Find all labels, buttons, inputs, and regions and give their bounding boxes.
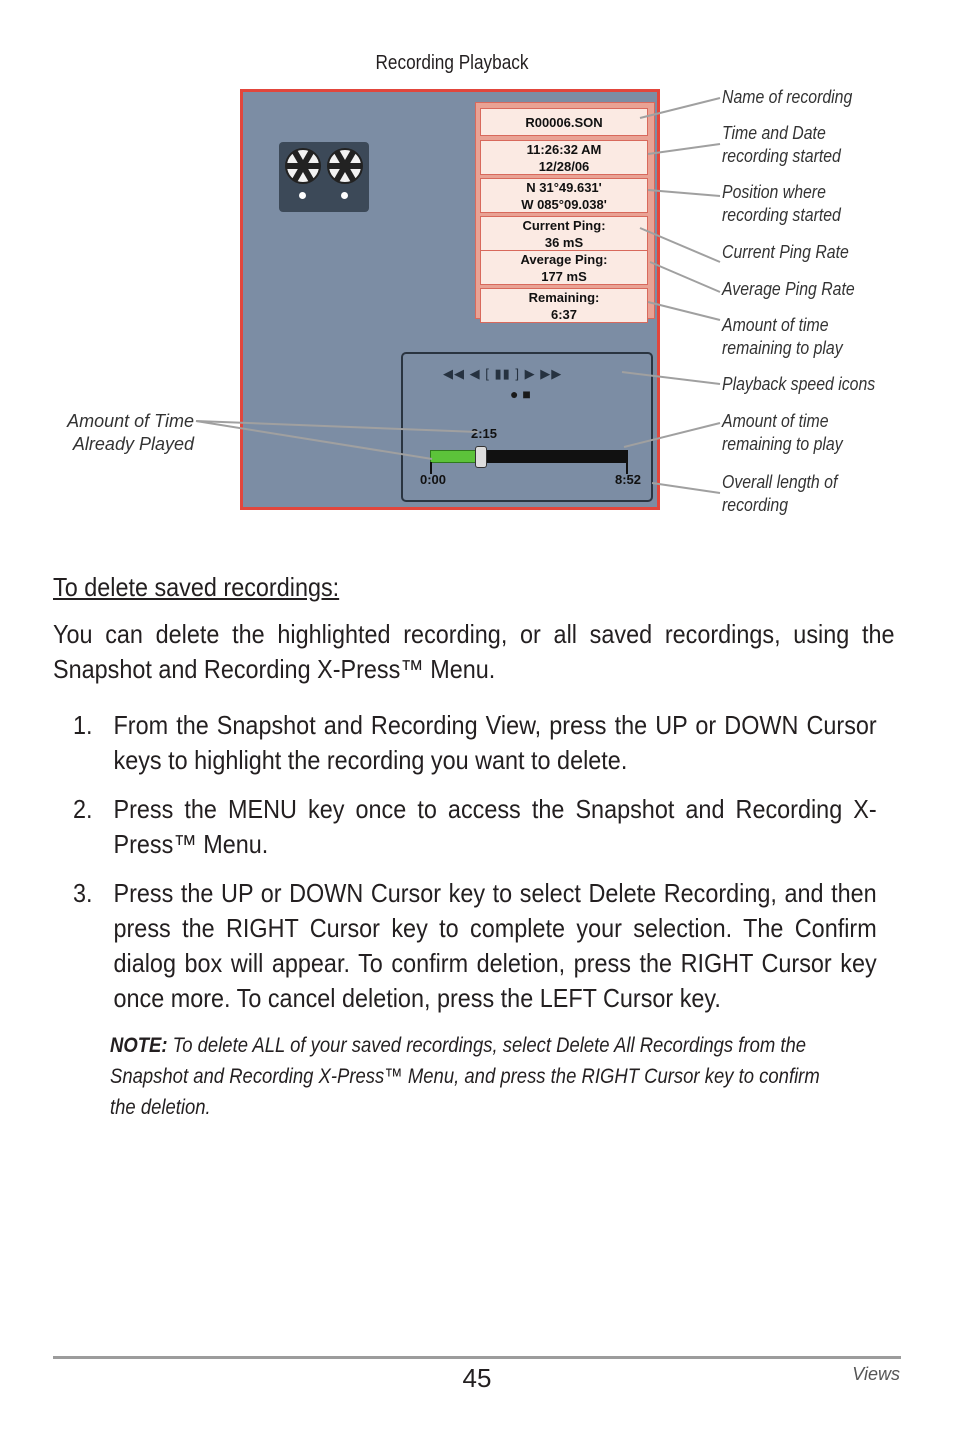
callout-speed-icons: Playback speed icons bbox=[722, 374, 876, 394]
average-ping-rate: Average Ping: 177 mS bbox=[480, 250, 648, 285]
step-text: Press the UP or DOWN Cursor key to select Delete Recording, and then press the RIGHT Cursor key to complete your selection. The Confirm dialog box will appear. To confirm deletion, press the RIGHT Cursor key once more. To cancel deletion, press the LEFT Cursor key. bbox=[113, 878, 877, 1013]
time-remaining: Remaining: 6:37 bbox=[480, 288, 648, 323]
callout-current-ping: Current Ping Rate bbox=[722, 242, 849, 262]
total-time-label: 8:52 bbox=[615, 472, 642, 487]
line-average-ping bbox=[650, 262, 720, 292]
line-remaining-a bbox=[648, 302, 720, 320]
line-overall bbox=[652, 483, 720, 493]
section-name: Views bbox=[852, 1364, 900, 1384]
step-text: Press the MENU key once to access the Snapshot and Recording X-Press™ Menu. bbox=[113, 794, 877, 859]
callout-position: Position where recording started bbox=[722, 182, 841, 225]
step-3 bbox=[73, 876, 877, 1016]
line-played-b bbox=[196, 421, 432, 459]
callout-name: Name of recording bbox=[722, 87, 853, 107]
start-time-label: 0:00 bbox=[420, 472, 447, 487]
step-number: 2. bbox=[73, 794, 93, 824]
line-position bbox=[648, 190, 720, 196]
step-2 bbox=[73, 792, 877, 862]
step-number: 3. bbox=[73, 878, 93, 908]
recording-start-time: 11:26:32 AM 12/28/06 bbox=[480, 140, 648, 175]
step-number: 1. bbox=[73, 710, 93, 740]
figure-title: Recording Playback bbox=[375, 52, 529, 74]
line-time-date bbox=[648, 144, 720, 154]
step-1 bbox=[73, 708, 877, 778]
recording-name: R00006.SON bbox=[480, 108, 648, 136]
line-speed-icons bbox=[622, 372, 720, 384]
current-ping-rate: Current Ping: 36 mS bbox=[480, 216, 648, 251]
note-text: To delete ALL of your saved recordings, select Delete All Recordings from the Snapshot and Recording X-Press™ Menu, and press the RIGHT Cursor key to confirm the deletion. bbox=[110, 1034, 820, 1119]
recording-position: N 31°49.631' W 085°09.038' bbox=[480, 178, 648, 213]
callout-overall: Overall length of recording bbox=[722, 472, 838, 515]
section-heading: To delete saved recordings: bbox=[53, 572, 340, 602]
footer-rule bbox=[53, 1356, 901, 1359]
line-played-a bbox=[196, 421, 478, 432]
page-number: 45 bbox=[462, 1363, 492, 1393]
line-current-ping bbox=[640, 228, 720, 262]
callout-remaining-b: Amount of time remaining to play bbox=[722, 411, 843, 454]
callout-played: Amount of Time Already Played bbox=[67, 411, 194, 454]
intro-paragraph: You can delete the highlighted recording, or all saved recordings, using the Snapshot and Recording X-Press™ Menu. bbox=[53, 619, 895, 684]
step-text: From the Snapshot and Recording View, press the UP or DOWN Cursor keys to highlight the recording you want to delete. bbox=[113, 710, 877, 775]
callout-average-ping: Average Ping Rate bbox=[722, 279, 855, 299]
line-name bbox=[640, 98, 720, 118]
callout-time-date: Time and Date recording started bbox=[722, 123, 841, 166]
playback-speed-icons[interactable]: ◀◀ ◀ [ ▮▮ ] ▶ ▶▶ bbox=[443, 366, 563, 381]
callout-remaining-a: Amount of time remaining to play bbox=[722, 315, 843, 358]
note bbox=[110, 1030, 840, 1123]
record-stop-icons[interactable]: ● ■ bbox=[510, 386, 531, 402]
line-remaining-b bbox=[624, 423, 720, 447]
note-label: NOTE: bbox=[110, 1034, 168, 1057]
time-played-label: 2:15 bbox=[471, 426, 498, 441]
